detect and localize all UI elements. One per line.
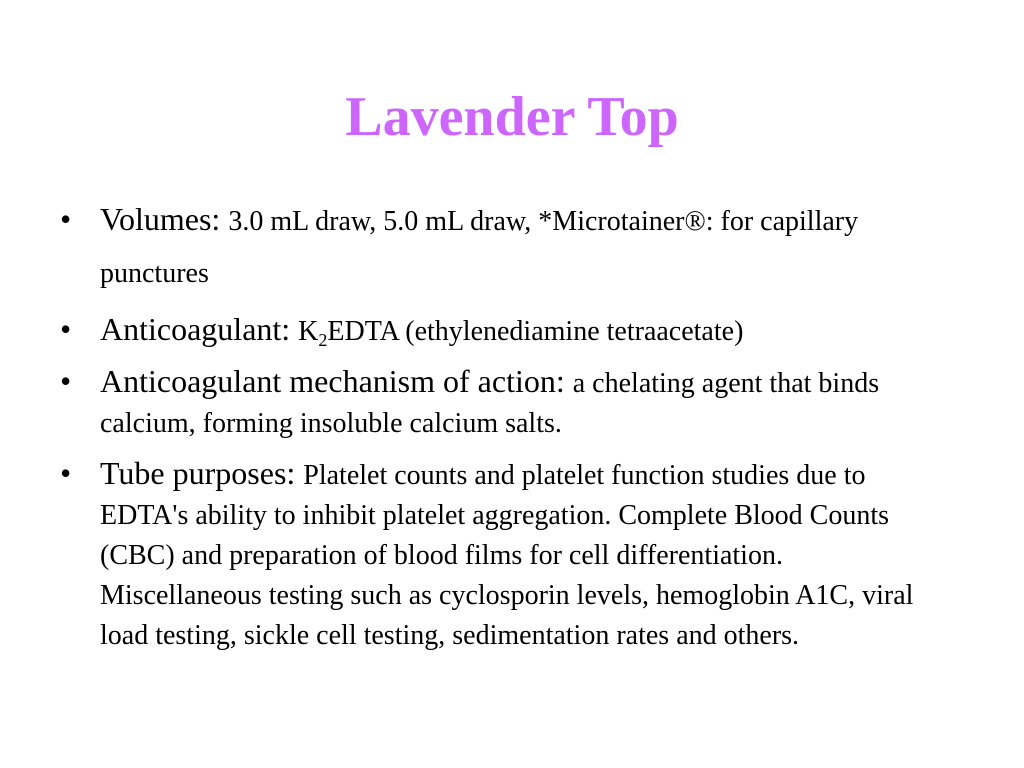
bullet-anticoagulant <box>60 307 940 352</box>
bullet-term: Tube purposes: <box>100 455 304 491</box>
bullet-mechanism <box>60 359 940 444</box>
bullet-text: a chelating agent that binds calcium, forming insoluble calcium salts. <box>100 368 880 439</box>
bullet-list <box>60 193 940 663</box>
bullet-dot: • <box>60 455 72 491</box>
bullet-term: Anticoagulant mechanism of action: <box>100 363 573 399</box>
bullet-dot: • <box>60 363 72 399</box>
bullet-tube-purposes <box>60 451 940 656</box>
slide-title: Lavender Top <box>345 86 679 148</box>
chemical-prefix: K <box>298 316 319 347</box>
bullet-term: Anticoagulant: <box>100 311 299 347</box>
bullet-volumes <box>60 193 940 300</box>
bullet-term: Volumes: <box>100 201 229 237</box>
bullet-text: EDTA (ethylenediamine tetraacetate) <box>327 316 744 347</box>
bullet-text: 3.0 mL draw, 5.0 mL draw, *Microtainer®: for capillary punctures <box>100 206 859 289</box>
bullet-text: Platelet counts and platelet function studies due to EDTA's ability to inhibit platelet aggregation. Complete Blood Counts (CBC) and preparation of blood films for cell differentiation. Miscellaneous testing such as cyclosporin levels, hemoglobin A1C, viral load testing, sickle cell testing, sedimentation rates and others. <box>100 460 914 651</box>
bullet-dot: • <box>60 311 72 347</box>
chemical-subscript: 2 <box>318 330 328 350</box>
bullet-text-chemical <box>298 316 744 350</box>
bullet-dot: • <box>60 201 72 237</box>
